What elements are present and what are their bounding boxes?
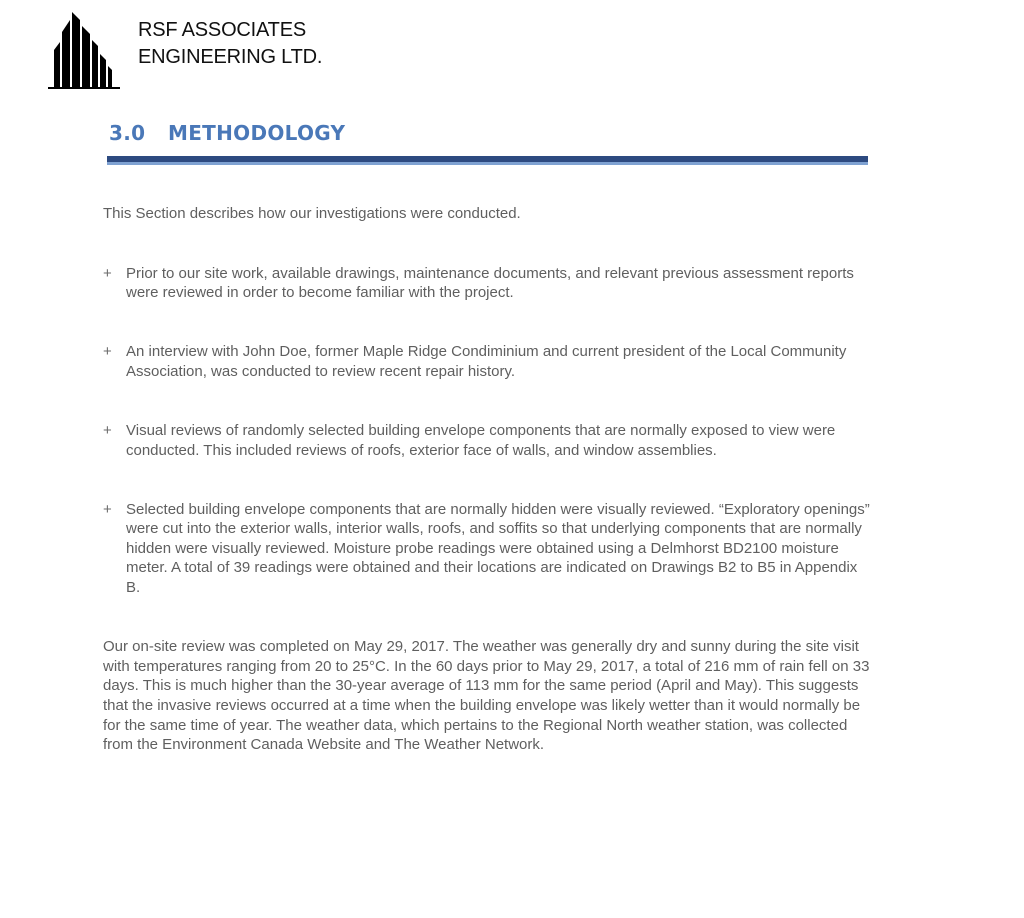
bullet-text: Selected building envelope components that are normally hidden were visually reviewed. “Exploratory openings” were cut into the exterior walls, interior walls, roofs, and soffits so that underlying components that are normally hidden were visually reviewed. Moisture probe readings were obtained using a Delmhorst BD2100 moisture meter. A total of 39 readings were obtained and their locations are indicated on Drawings B2 to B5 in Appendix B. xyxy=(126,500,870,597)
building-logo-icon xyxy=(48,10,120,90)
bullet-item xyxy=(103,421,873,460)
bullet-item xyxy=(103,500,873,598)
section-divider-light xyxy=(107,162,868,165)
bullet-item xyxy=(103,264,873,303)
section-title: METHODOLOGY xyxy=(168,121,346,145)
bullet-marker: + xyxy=(103,343,112,361)
bullet-item xyxy=(103,342,873,381)
bullet-text: Prior to our site work, available drawings, maintenance documents, and relevant previous assessment reports were reviewed in order to become familiar with the project. xyxy=(126,264,854,302)
company-name xyxy=(138,17,322,71)
bullet-text: Visual reviews of randomly selected building envelope components that are normally exposed to view were conducted. This included reviews of roofs, exterior face of walls, and window assemblies. xyxy=(126,421,836,459)
bullet-text: An interview with John Doe, former Maple Ridge Condiminium and current president of the Local Community Association, was conducted to review recent repair history. xyxy=(126,343,847,380)
body-content xyxy=(103,204,873,755)
section-number: 3.0 xyxy=(109,121,146,145)
bullet-marker: + xyxy=(103,421,112,439)
section-divider xyxy=(107,156,868,165)
bullet-marker: + xyxy=(103,264,112,282)
closing-paragraph: Our on-site review was completed on May 29, 2017. The weather was generally dry and sunny during the site visit with temperatures ranging from 20 to 25°C. In the 60 days prior to May 29, 2017, a total of 216 mm of rain fell on 33 days. This is much higher than the 30-year average of 113 mm for the same period (April and May). This suggests that the invasive reviews occurred at a time when the building envelope was likely wetter than it would normally be for the same time of year. The weather data, which pertains to the Regional North weather station, was collected from the Environment Canada Website and The Weather Network. xyxy=(103,638,870,754)
section-heading xyxy=(109,121,345,145)
letterhead xyxy=(48,10,348,90)
intro-paragraph: This Section describes how our investigations were conducted. xyxy=(103,205,521,222)
bullet-marker: + xyxy=(103,500,112,518)
company-name-line2: ENGINEERING LTD. xyxy=(138,46,323,68)
company-name-line1: RSF ASSOCIATES xyxy=(138,19,306,41)
